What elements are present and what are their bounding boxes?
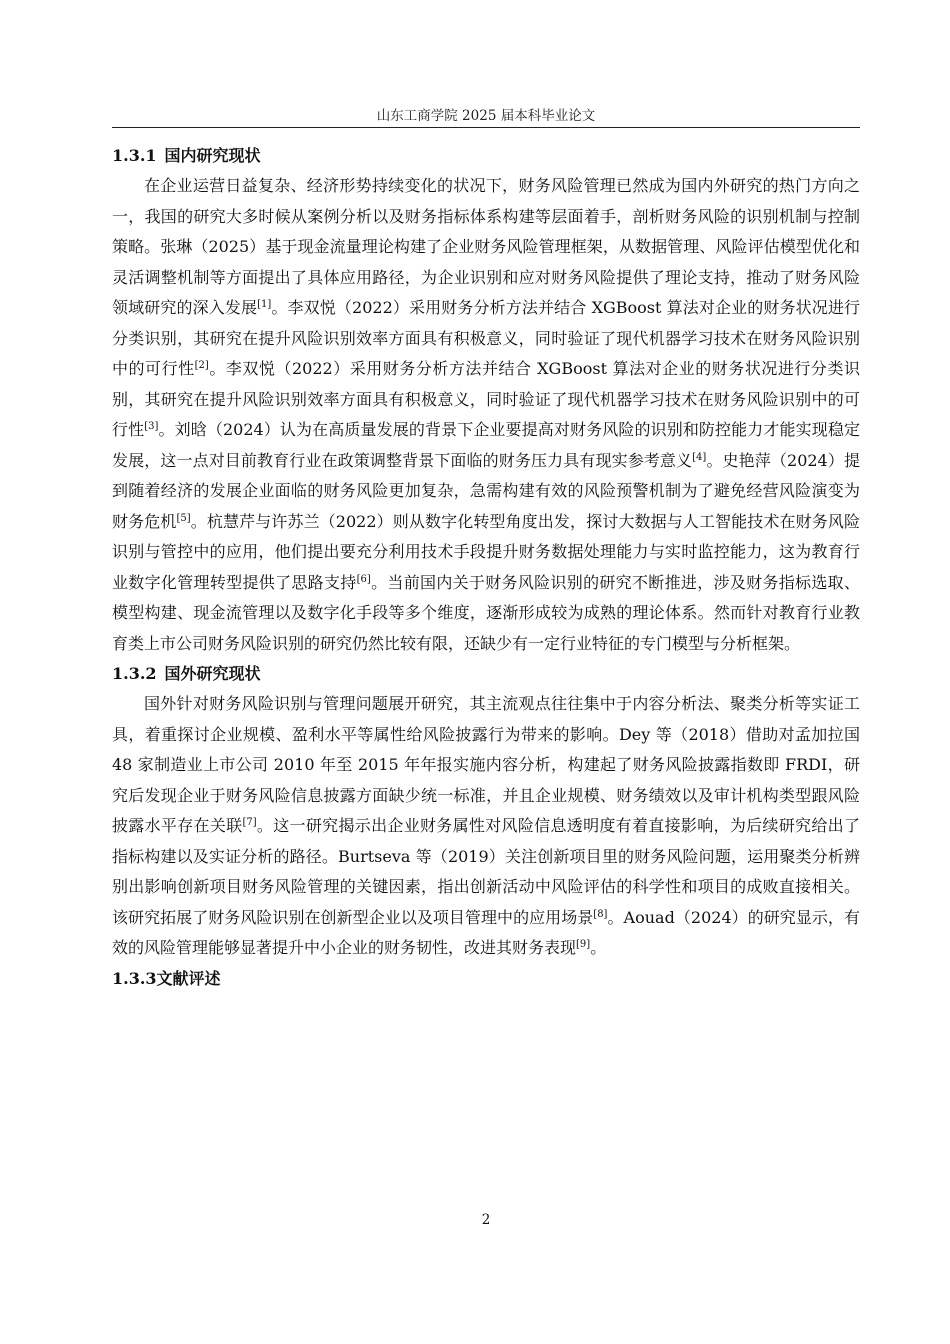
citation-ref: [5] [176,512,191,524]
text-run: 。 [590,938,607,957]
section-paragraph-foreign [112,689,860,964]
citation-ref: [1] [257,299,272,310]
page-number: 2 [481,1212,491,1228]
section-title: 国内研究现状 [164,146,261,165]
section-number: 1.3.2 [112,664,157,683]
page-body [112,141,860,994]
citation-ref: [3] [144,421,159,432]
section-heading-domestic [112,141,860,171]
text-run: 在企业运营日益复杂、经济形势持续变化的状况下，财务风险管理已然成为国内外研究的热门方向之一，我国的研究大多时候从案例分析以及财务指标体系构建等层面着手，剖析财务风险的识别机制与控制策略。张琳（2025）基于现金流量理论构建了企业财务风险管理框架，从数据管理、风险评估模型优化和灵活调整机制等方面提出了具体应用路径，为企业识别和应对财务风险提供了理论支持，推动了财务风险领域研究的深入发展 [112,176,860,317]
section-heading-foreign [112,659,860,689]
running-header: 山东工商学院 2025 届本科毕业论文 [376,108,596,124]
section-title: 文献评述 [156,968,221,988]
text-run: 。李双悦（2022）采用财务分析方法并结合 XGBoost 算法对企业的财务状况进行分类识别，其研究在提升风险识别效率方面具有积极意义，同时验证了现代机器学习技术在财务风险识别中的可行性 [112,359,860,439]
text-run: 。杭慧芹与许苏兰（2022）则从数字化转型角度出发，探讨大数据与人工智能技术在财务风险识别与管控中的应用，他们提出要充分利用技术手段提升财务数据处理能力与实时监控能力，这为教育行业数字化管理转型提供了思路支持 [112,511,860,592]
text-run: 。史艳萍（2024）提到随着经济的发展企业面临的财务风险更加复杂，急需构建有效的风险预警机制为了避免经营风险演变为财务危机 [112,450,860,531]
citation-ref: [4] [692,451,707,463]
citation-ref: [2] [194,360,209,371]
section-paragraph-domestic [112,171,860,659]
citation-ref: [6] [356,573,371,585]
section-heading-review [112,964,860,994]
section-title: 国外研究现状 [164,664,261,683]
citation-ref: [8] [593,908,608,920]
header-rule [112,127,860,128]
text-run: 。这一研究揭示出企业财务属性对风险信息透明度有着直接影响，为后续研究给出了指标构建以及实证分析的路径。Burtseva 等（2019）关注创新项目里的财务风险问题，运用聚类分析辨别出影响创新项目财务风险管理的关键因素，指出创新活动中风险评估的科学性和项目的成败直接相关。该研究拓展了财务风险识别在创新型企业以及项目管理中的应用场景 [112,816,860,927]
citation-ref: [9] [576,939,591,950]
text-run: 。当前国内关于财务风险识别的研究不断推进，涉及财务指标选取、模型构建、现金流管理以及数字化手段等多个维度，逐渐形成较为成熟的理论体系。然而针对教育行业教育类上市公司财务风险识别的研究仍然比较有限，还缺少有一定行业特征的专门模型与分析框架。 [112,572,860,653]
text-run: 。李双悦（2022）采用财务分析方法并结合 XGBoost 算法对企业的财务状况进行分类识别，其研究在提升风险识别效率方面具有积极意义，同时验证了现代机器学习技术在财务风险识别中的可行性 [112,298,860,378]
section-number: 1.3.3 [112,968,157,988]
citation-ref: [7] [242,817,257,828]
section-number: 1.3.1 [112,146,157,165]
text-run: 国外针对财务风险识别与管理问题展开研究，其主流观点往往集中于内容分析法、聚类分析等实证工具，着重探讨企业规模、盈利水平等属性给风险披露行为带来的影响。Dey 等（2018）借助对孟加拉国 48 家制造业上市公司 2010 年至 2015 年年报实施内容分析，构建起了财务风险披露指数即 FRDI，研究后发现企业于财务风险信息披露方面缺少统一标准，并且企业规模、财务绩效以及审计机构类型跟风险披露水平存在关联 [112,694,860,835]
text-run: 。Aouad（2024）的研究显示，有效的风险管理能够显著提升中小企业的财务韧性，改进其财务表现 [112,907,860,957]
text-run: 。刘晗（2024）认为在高质量发展的背景下企业要提高对财务风险的识别和防控能力才能实现稳定发展，这一点对目前教育行业在政策调整背景下面临的财务压力具有现实参考意义 [112,420,860,470]
